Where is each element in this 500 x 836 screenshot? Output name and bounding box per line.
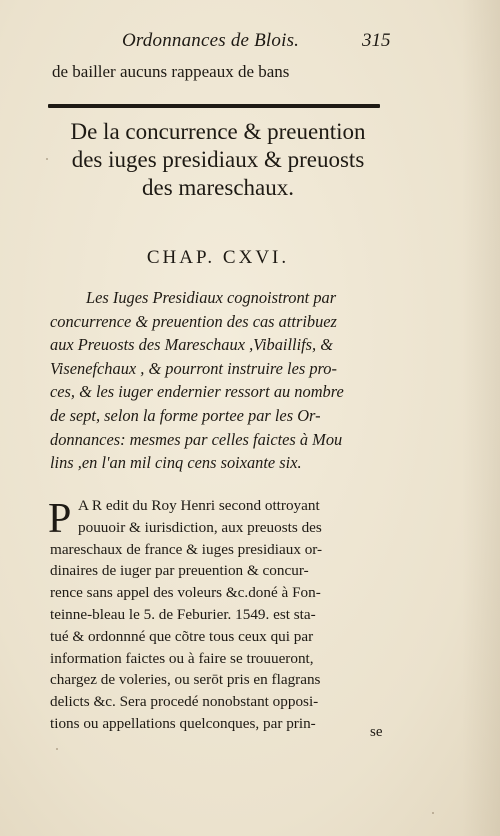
summary-line: donnances: mesmes par celles faictes à Mou	[50, 429, 343, 449]
section-heading-line: des iuges presidiaux & preuosts	[71, 147, 365, 172]
page-number: 315	[362, 30, 391, 51]
summary-line: lins ,en l'an mil cinq cens soixante six.	[50, 453, 302, 473]
summary-line: concurrence & preuention des cas attribuez	[50, 311, 337, 331]
chapter-summary	[50, 286, 386, 475]
body-line: teinne-bleau le 5. de Feburier. 1549. est sta-	[50, 605, 316, 623]
body-line: information faictes ou à faire se trouueront,	[50, 649, 314, 667]
body-paragraph	[50, 495, 390, 735]
page-gutter-shadow	[462, 0, 500, 836]
catchword: se	[370, 724, 383, 740]
body-line: delicts &c. Sera procedé nonobstant opposi-	[50, 693, 319, 711]
body-line: A R edit du Roy Henri second ottroyant	[78, 497, 320, 514]
body-line: dinaires de iuger par preuention & concur-	[50, 562, 309, 580]
body-line: pouuoir & iurisdiction, aux preuosts des	[78, 518, 322, 536]
running-head: Ordonnances de Blois.	[122, 30, 300, 51]
paper-speck	[56, 748, 58, 750]
carry-over-line: de bailler aucuns rappeaux de bans	[52, 62, 290, 81]
paper-speck	[46, 158, 48, 160]
paper-speck	[432, 812, 434, 814]
section-heading	[48, 118, 388, 202]
summary-line: aux Preuosts des Mareschaux ,Vibaillifs, &	[50, 335, 334, 355]
body-line: tions ou appellations quelconques, par prin-	[50, 714, 316, 732]
body-line: mareschaux de france & iuges presidiaux or-	[50, 540, 323, 558]
summary-line: ces, & les iuger endernier ressort au nombre	[50, 382, 344, 402]
section-heading-line: des mareschaux.	[142, 175, 294, 200]
body-line: tué & ordonnné que cõtre tous ceux qui par	[50, 627, 314, 645]
summary-line: Les Iuges Presidiaux cognoistront par	[86, 288, 337, 307]
chapter-label: CHAP. CXVI.	[146, 247, 290, 268]
drop-cap: P	[48, 496, 72, 542]
summary-line: de sept, selon la forme portee par les Or-	[50, 405, 321, 425]
summary-line: Visenefchaux , & pourront instruire les pro-	[50, 358, 337, 378]
body-line: rence sans appel des voleurs &c.doné à Fon-	[50, 584, 321, 602]
section-heading-line: De la concurrence & preuention	[70, 119, 366, 144]
body-line: chargez de voleries, ou serōt pris en flagrans	[50, 671, 321, 689]
section-rule	[48, 104, 380, 108]
